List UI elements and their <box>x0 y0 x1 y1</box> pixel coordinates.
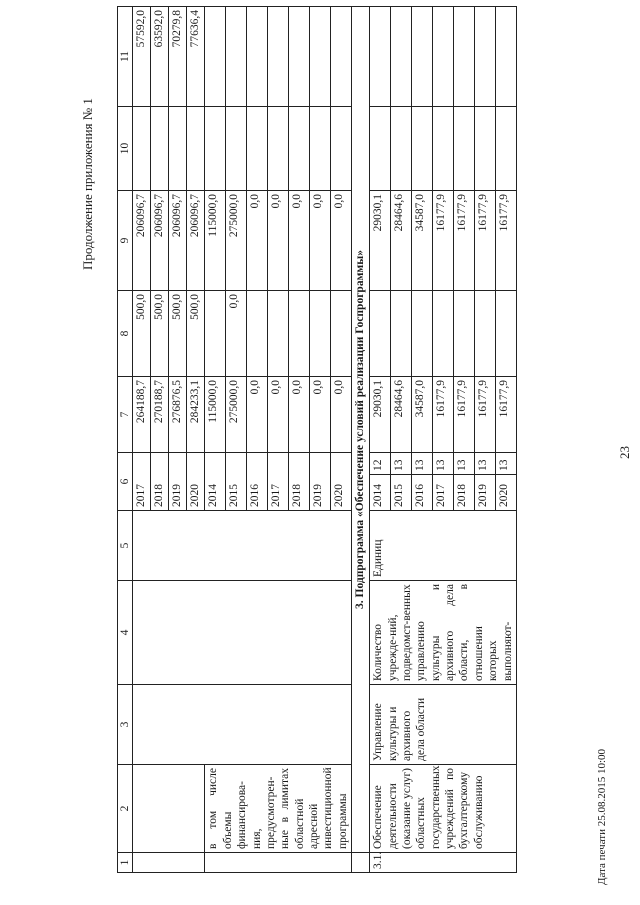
cell-col1-empty <box>352 853 370 873</box>
value-col10 <box>370 107 391 191</box>
executor: Управление культуры и архивного дела области <box>370 685 517 765</box>
indicator-value: 13 <box>453 453 474 475</box>
value-col7: 0,0 <box>268 377 289 453</box>
col-number-4: 4 <box>118 581 133 685</box>
value-col10 <box>474 107 495 191</box>
value-col10 <box>226 107 247 191</box>
year-cell: 2018 <box>151 453 169 511</box>
value-col11 <box>432 7 453 107</box>
value-col11: 77636,4 <box>187 7 205 107</box>
indicator-value: 13 <box>391 453 412 475</box>
value-col8 <box>310 291 331 377</box>
value-col9: 0,0 <box>268 191 289 291</box>
year-cell: 2020 <box>495 475 516 511</box>
value-col8 <box>289 291 310 377</box>
value-col11 <box>453 7 474 107</box>
value-col10 <box>133 107 151 191</box>
funding-description: в том числе объемы финансирова-ния, предусмотрен-ные в лимитах областной адресной инвестиционной программы <box>205 765 352 853</box>
value-col7: 270188,7 <box>151 377 169 453</box>
value-col7: 264188,7 <box>133 377 151 453</box>
value-col10 <box>289 107 310 191</box>
value-col9: 34587,0 <box>412 191 433 291</box>
col-number-2: 2 <box>118 765 133 853</box>
value-col8 <box>453 291 474 377</box>
year-cell: 2014 <box>370 475 391 511</box>
value-col7: 28464,6 <box>391 377 412 453</box>
col-number-5: 5 <box>118 511 133 581</box>
value-col11 <box>289 7 310 107</box>
value-col9: 206096,7 <box>169 191 187 291</box>
value-col7: 276876,5 <box>169 377 187 453</box>
value-col8: 500,0 <box>169 291 187 377</box>
value-col11 <box>226 7 247 107</box>
value-col11 <box>495 7 516 107</box>
year-cell: 2019 <box>310 453 331 511</box>
value-col9: 16177,9 <box>474 191 495 291</box>
subprogram-heading-row <box>352 7 370 873</box>
value-col11 <box>370 7 391 107</box>
indicator-value: 13 <box>412 453 433 475</box>
value-col11 <box>310 7 331 107</box>
year-cell: 2015 <box>391 475 412 511</box>
value-col10 <box>268 107 289 191</box>
value-col8 <box>370 291 391 377</box>
cell-col5-empty <box>133 511 352 581</box>
continuation-heading: Продолжение приложения № 1 <box>80 98 95 270</box>
value-col8 <box>391 291 412 377</box>
value-col10 <box>310 107 331 191</box>
value-col7: 0,0 <box>289 377 310 453</box>
value-col11 <box>268 7 289 107</box>
value-col8 <box>205 291 226 377</box>
value-col11 <box>331 7 352 107</box>
cell-col3-empty <box>133 685 352 765</box>
value-col9: 206096,7 <box>133 191 151 291</box>
unit: Единиц <box>370 511 517 581</box>
page-number: 23 <box>617 446 632 459</box>
year-cell: 2017 <box>268 453 289 511</box>
col-number-1: 1 <box>118 853 133 873</box>
value-col7: 0,0 <box>310 377 331 453</box>
value-col11 <box>205 7 226 107</box>
value-col10 <box>453 107 474 191</box>
value-col7: 275000,0 <box>226 377 247 453</box>
value-col11: 70279,8 <box>169 7 187 107</box>
subprogram-heading: 3. Подпрограмма «Обеспечение условий реализации Госпрограммы» <box>352 7 370 853</box>
value-col7: 0,0 <box>331 377 352 453</box>
value-col11 <box>247 7 268 107</box>
program-table <box>117 6 517 873</box>
value-col10 <box>391 107 412 191</box>
value-col9: 16177,9 <box>453 191 474 291</box>
col-number-6: 6 <box>118 453 133 511</box>
year-cell: 2019 <box>169 453 187 511</box>
value-col10 <box>432 107 453 191</box>
year-cell: 2019 <box>474 475 495 511</box>
year-cell: 2015 <box>226 453 247 511</box>
indicator-value: 12 <box>370 453 391 475</box>
value-col9: 0,0 <box>310 191 331 291</box>
value-col11 <box>391 7 412 107</box>
value-col9: 29030,1 <box>370 191 391 291</box>
col-number-9: 9 <box>118 191 133 291</box>
value-col11: 63592,0 <box>151 7 169 107</box>
year-cell: 2017 <box>432 475 453 511</box>
value-col9: 206096,7 <box>187 191 205 291</box>
print-date: Дата печати 25.08.2015 10:00 <box>596 748 608 885</box>
value-col10 <box>205 107 226 191</box>
cell-col2-empty <box>133 765 205 853</box>
event-description: Обеспечение деятельности (оказание услуг) областных государственных учреждений по бухгалтерскому обслуживанию <box>370 765 517 853</box>
cell-col1-empty <box>133 853 205 873</box>
value-col7: 34587,0 <box>412 377 433 453</box>
value-col8 <box>268 291 289 377</box>
col-number-11: 11 <box>118 7 133 107</box>
value-col9: 0,0 <box>331 191 352 291</box>
value-col7: 115000,0 <box>205 377 226 453</box>
table-row <box>370 7 391 873</box>
value-col9: 0,0 <box>289 191 310 291</box>
value-col8 <box>412 291 433 377</box>
value-col7: 0,0 <box>247 377 268 453</box>
year-cell: 2018 <box>289 453 310 511</box>
value-col11 <box>474 7 495 107</box>
value-col8: 500,0 <box>133 291 151 377</box>
year-cell: 2020 <box>187 453 205 511</box>
year-cell: 2020 <box>331 453 352 511</box>
value-col8: 500,0 <box>187 291 205 377</box>
value-col7: 16177,9 <box>474 377 495 453</box>
indicator-value: 13 <box>432 453 453 475</box>
indicator-value: 13 <box>474 453 495 475</box>
value-col8: 500,0 <box>151 291 169 377</box>
value-col10 <box>495 107 516 191</box>
value-col7: 16177,9 <box>432 377 453 453</box>
cell-col4-empty <box>133 581 352 685</box>
value-col7: 16177,9 <box>495 377 516 453</box>
value-col10 <box>169 107 187 191</box>
value-col8 <box>331 291 352 377</box>
value-col9: 16177,9 <box>495 191 516 291</box>
value-col7: 29030,1 <box>370 377 391 453</box>
value-col8 <box>247 291 268 377</box>
value-col8 <box>432 291 453 377</box>
value-col10 <box>331 107 352 191</box>
table-row <box>133 7 151 873</box>
value-col8: 0,0 <box>226 291 247 377</box>
value-col8 <box>474 291 495 377</box>
value-col9: 206096,7 <box>151 191 169 291</box>
year-cell: 2017 <box>133 453 151 511</box>
year-cell: 2016 <box>247 453 268 511</box>
value-col9: 0,0 <box>247 191 268 291</box>
col-number-7: 7 <box>118 377 133 453</box>
column-number-row <box>118 7 133 873</box>
year-cell: 2016 <box>412 475 433 511</box>
col-number-3: 3 <box>118 685 133 765</box>
indicator: Количество учрежде-ний, подведомст-венных управлению культуры и архивного дела области, в отношении которых выполняют- <box>370 581 517 685</box>
value-col11: 57592,0 <box>133 7 151 107</box>
col-number-10: 10 <box>118 107 133 191</box>
cell-col1-empty <box>205 853 352 873</box>
value-col10 <box>247 107 268 191</box>
value-col9: 115000,0 <box>205 191 226 291</box>
value-col10 <box>412 107 433 191</box>
table-body <box>118 7 517 873</box>
value-col9: 275000,0 <box>226 191 247 291</box>
year-cell: 2014 <box>205 453 226 511</box>
indicator-value: 13 <box>495 453 516 475</box>
value-col8 <box>495 291 516 377</box>
year-cell: 2018 <box>453 475 474 511</box>
col-number-8: 8 <box>118 291 133 377</box>
value-col7: 284233,1 <box>187 377 205 453</box>
event-number: 3.1. <box>370 853 517 873</box>
value-col11 <box>412 7 433 107</box>
value-col9: 16177,9 <box>432 191 453 291</box>
value-col9: 28464,6 <box>391 191 412 291</box>
value-col10 <box>187 107 205 191</box>
value-col10 <box>151 107 169 191</box>
value-col7: 16177,9 <box>453 377 474 453</box>
